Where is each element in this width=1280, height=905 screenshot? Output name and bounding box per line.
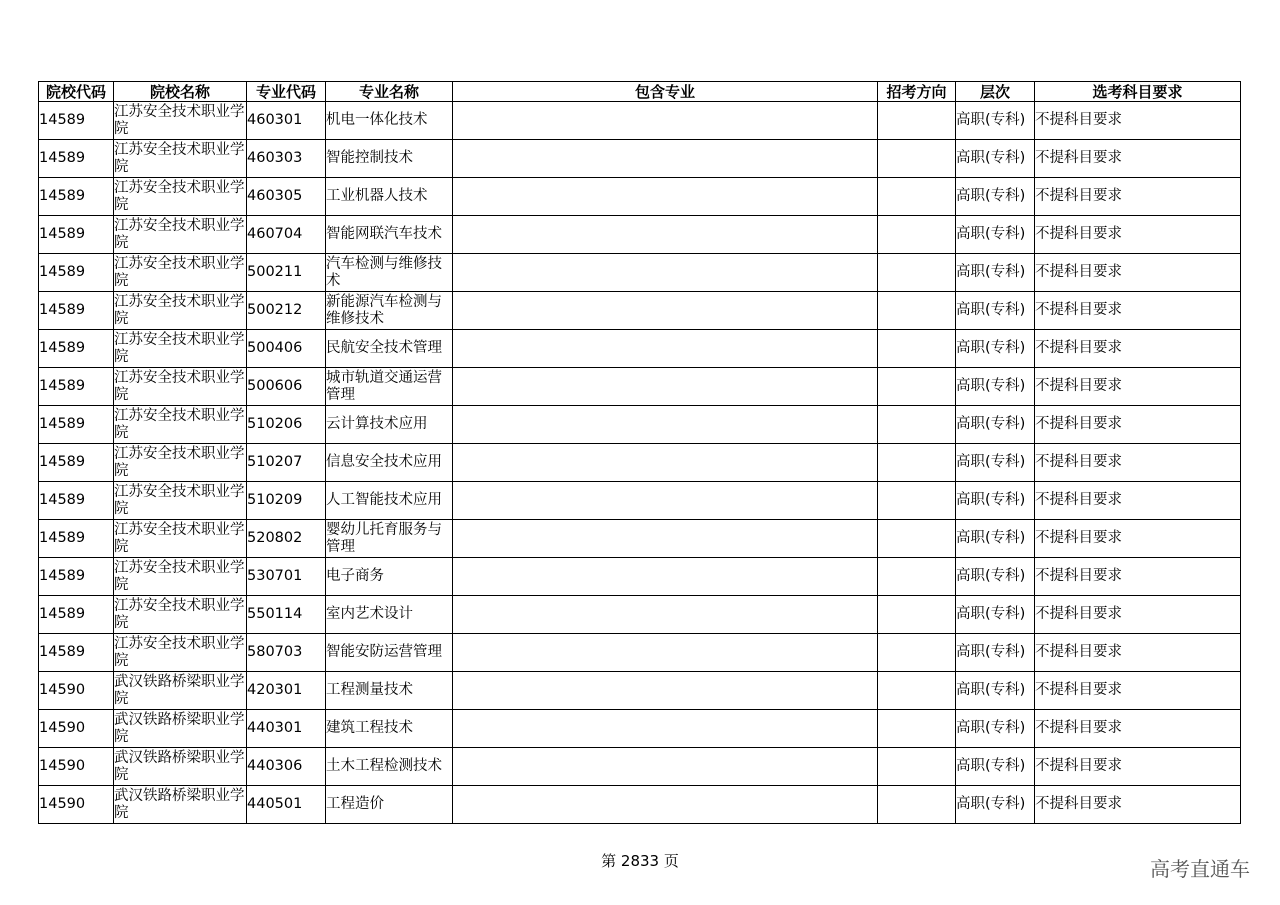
watermark-logo: 高考直通车 <box>1150 857 1250 881</box>
table-row <box>39 672 1241 710</box>
direction-cell <box>878 444 956 482</box>
major-code-cell: 510209 <box>247 482 326 520</box>
included-majors-cell <box>453 368 878 406</box>
major-code-cell: 530701 <box>247 558 326 596</box>
school-code-cell: 14589 <box>39 178 114 216</box>
major-code-cell: 510206 <box>247 406 326 444</box>
table-row <box>39 634 1241 672</box>
school-name-cell: 江苏安全技术职业学院 <box>114 596 247 634</box>
school-code-cell: 14590 <box>39 748 114 786</box>
level-cell: 高职(专科) <box>956 216 1035 254</box>
major-code-cell: 500211 <box>247 254 326 292</box>
school-code-cell: 14589 <box>39 444 114 482</box>
header-included-majors: 包含专业 <box>453 82 878 102</box>
school-code-cell: 14589 <box>39 596 114 634</box>
major-name-cell: 智能网联汽车技术 <box>326 216 453 254</box>
major-code-cell: 440501 <box>247 786 326 824</box>
level-cell: 高职(专科) <box>956 292 1035 330</box>
table-row <box>39 710 1241 748</box>
major-name-cell: 工程造价 <box>326 786 453 824</box>
included-majors-cell <box>453 102 878 140</box>
subject-requirement-cell: 不提科目要求 <box>1035 558 1241 596</box>
major-name-cell: 城市轨道交通运营管理 <box>326 368 453 406</box>
subject-requirement-cell: 不提科目要求 <box>1035 368 1241 406</box>
school-name-cell: 江苏安全技术职业学院 <box>114 254 247 292</box>
header-direction: 招考方向 <box>878 82 956 102</box>
major-code-cell: 580703 <box>247 634 326 672</box>
included-majors-cell <box>453 596 878 634</box>
school-code-cell: 14589 <box>39 558 114 596</box>
major-name-cell: 建筑工程技术 <box>326 710 453 748</box>
school-name-cell: 武汉铁路桥梁职业学院 <box>114 710 247 748</box>
level-cell: 高职(专科) <box>956 140 1035 178</box>
subject-requirement-cell: 不提科目要求 <box>1035 216 1241 254</box>
table-row <box>39 254 1241 292</box>
direction-cell <box>878 140 956 178</box>
subject-requirement-cell: 不提科目要求 <box>1035 292 1241 330</box>
included-majors-cell <box>453 786 878 824</box>
major-code-cell: 460301 <box>247 102 326 140</box>
direction-cell <box>878 520 956 558</box>
header-school-name: 院校名称 <box>114 82 247 102</box>
school-name-cell: 江苏安全技术职业学院 <box>114 482 247 520</box>
major-name-cell: 信息安全技术应用 <box>326 444 453 482</box>
school-name-cell: 江苏安全技术职业学院 <box>114 558 247 596</box>
table-row <box>39 558 1241 596</box>
subject-requirement-cell: 不提科目要求 <box>1035 406 1241 444</box>
school-name-cell: 江苏安全技术职业学院 <box>114 102 247 140</box>
subject-requirement-cell: 不提科目要求 <box>1035 672 1241 710</box>
school-name-cell: 江苏安全技术职业学院 <box>114 634 247 672</box>
major-code-cell: 550114 <box>247 596 326 634</box>
school-code-cell: 14589 <box>39 102 114 140</box>
included-majors-cell <box>453 444 878 482</box>
direction-cell <box>878 292 956 330</box>
major-name-cell: 智能安防运营管理 <box>326 634 453 672</box>
direction-cell <box>878 558 956 596</box>
school-name-cell: 江苏安全技术职业学院 <box>114 520 247 558</box>
direction-cell <box>878 710 956 748</box>
major-code-cell: 500212 <box>247 292 326 330</box>
school-code-cell: 14589 <box>39 140 114 178</box>
level-cell: 高职(专科) <box>956 406 1035 444</box>
major-name-cell: 汽车检测与维修技术 <box>326 254 453 292</box>
level-cell: 高职(专科) <box>956 634 1035 672</box>
major-name-cell: 婴幼儿托育服务与管理 <box>326 520 453 558</box>
direction-cell <box>878 178 956 216</box>
major-name-cell: 民航安全技术管理 <box>326 330 453 368</box>
major-code-cell: 440301 <box>247 710 326 748</box>
subject-requirement-cell: 不提科目要求 <box>1035 520 1241 558</box>
level-cell: 高职(专科) <box>956 786 1035 824</box>
included-majors-cell <box>453 710 878 748</box>
direction-cell <box>878 102 956 140</box>
table-row <box>39 444 1241 482</box>
included-majors-cell <box>453 482 878 520</box>
direction-cell <box>878 482 956 520</box>
major-name-cell: 土木工程检测技术 <box>326 748 453 786</box>
school-name-cell: 江苏安全技术职业学院 <box>114 444 247 482</box>
subject-requirement-cell: 不提科目要求 <box>1035 140 1241 178</box>
level-cell: 高职(专科) <box>956 748 1035 786</box>
school-name-cell: 武汉铁路桥梁职业学院 <box>114 748 247 786</box>
header-subject-requirement: 选考科目要求 <box>1035 82 1241 102</box>
table-row <box>39 216 1241 254</box>
table-row <box>39 786 1241 824</box>
school-code-cell: 14589 <box>39 254 114 292</box>
subject-requirement-cell: 不提科目要求 <box>1035 178 1241 216</box>
table-row <box>39 102 1241 140</box>
direction-cell <box>878 216 956 254</box>
major-code-cell: 460704 <box>247 216 326 254</box>
page-number: 第 2833 页 <box>601 852 679 870</box>
school-name-cell: 江苏安全技术职业学院 <box>114 216 247 254</box>
school-code-cell: 14589 <box>39 368 114 406</box>
direction-cell <box>878 254 956 292</box>
included-majors-cell <box>453 634 878 672</box>
level-cell: 高职(专科) <box>956 710 1035 748</box>
subject-requirement-cell: 不提科目要求 <box>1035 786 1241 824</box>
major-name-cell: 人工智能技术应用 <box>326 482 453 520</box>
school-code-cell: 14589 <box>39 330 114 368</box>
table-row <box>39 368 1241 406</box>
included-majors-cell <box>453 254 878 292</box>
school-code-cell: 14589 <box>39 292 114 330</box>
school-code-cell: 14589 <box>39 216 114 254</box>
header-major-code: 专业代码 <box>247 82 326 102</box>
table-row <box>39 140 1241 178</box>
major-code-cell: 520802 <box>247 520 326 558</box>
level-cell: 高职(专科) <box>956 520 1035 558</box>
subject-requirement-cell: 不提科目要求 <box>1035 330 1241 368</box>
level-cell: 高职(专科) <box>956 596 1035 634</box>
direction-cell <box>878 748 956 786</box>
header-school-code: 院校代码 <box>39 82 114 102</box>
header-row <box>39 82 1241 102</box>
level-cell: 高职(专科) <box>956 254 1035 292</box>
school-name-cell: 江苏安全技术职业学院 <box>114 330 247 368</box>
major-name-cell: 工业机器人技术 <box>326 178 453 216</box>
direction-cell <box>878 406 956 444</box>
direction-cell <box>878 634 956 672</box>
major-name-cell: 智能控制技术 <box>326 140 453 178</box>
school-code-cell: 14590 <box>39 710 114 748</box>
level-cell: 高职(专科) <box>956 178 1035 216</box>
major-name-cell: 云计算技术应用 <box>326 406 453 444</box>
direction-cell <box>878 786 956 824</box>
school-name-cell: 江苏安全技术职业学院 <box>114 292 247 330</box>
school-code-cell: 14589 <box>39 634 114 672</box>
school-name-cell: 江苏安全技术职业学院 <box>114 406 247 444</box>
header-level: 层次 <box>956 82 1035 102</box>
subject-requirement-cell: 不提科目要求 <box>1035 748 1241 786</box>
major-name-cell: 新能源汽车检测与维修技术 <box>326 292 453 330</box>
level-cell: 高职(专科) <box>956 368 1035 406</box>
subject-requirement-cell: 不提科目要求 <box>1035 254 1241 292</box>
included-majors-cell <box>453 216 878 254</box>
level-cell: 高职(专科) <box>956 444 1035 482</box>
subject-requirement-cell: 不提科目要求 <box>1035 634 1241 672</box>
level-cell: 高职(专科) <box>956 558 1035 596</box>
level-cell: 高职(专科) <box>956 330 1035 368</box>
major-code-cell: 420301 <box>247 672 326 710</box>
included-majors-cell <box>453 672 878 710</box>
school-code-cell: 14589 <box>39 406 114 444</box>
direction-cell <box>878 596 956 634</box>
school-code-cell: 14589 <box>39 520 114 558</box>
table-row <box>39 406 1241 444</box>
major-code-cell: 500406 <box>247 330 326 368</box>
included-majors-cell <box>453 558 878 596</box>
table-row <box>39 520 1241 558</box>
school-name-cell: 江苏安全技术职业学院 <box>114 178 247 216</box>
included-majors-cell <box>453 292 878 330</box>
included-majors-cell <box>453 406 878 444</box>
direction-cell <box>878 672 956 710</box>
subject-requirement-cell: 不提科目要求 <box>1035 444 1241 482</box>
major-name-cell: 工程测量技术 <box>326 672 453 710</box>
level-cell: 高职(专科) <box>956 482 1035 520</box>
subject-requirement-cell: 不提科目要求 <box>1035 596 1241 634</box>
header-major-name: 专业名称 <box>326 82 453 102</box>
major-name-cell: 机电一体化技术 <box>326 102 453 140</box>
school-code-cell: 14590 <box>39 672 114 710</box>
level-cell: 高职(专科) <box>956 672 1035 710</box>
major-name-cell: 电子商务 <box>326 558 453 596</box>
direction-cell <box>878 330 956 368</box>
major-code-cell: 460303 <box>247 140 326 178</box>
major-code-cell: 510207 <box>247 444 326 482</box>
table-row <box>39 482 1241 520</box>
school-name-cell: 武汉铁路桥梁职业学院 <box>114 672 247 710</box>
subject-requirement-cell: 不提科目要求 <box>1035 482 1241 520</box>
included-majors-cell <box>453 748 878 786</box>
major-code-cell: 500606 <box>247 368 326 406</box>
included-majors-cell <box>453 140 878 178</box>
table-row <box>39 330 1241 368</box>
school-code-cell: 14590 <box>39 786 114 824</box>
school-code-cell: 14589 <box>39 482 114 520</box>
table-row <box>39 292 1241 330</box>
major-code-cell: 460305 <box>247 178 326 216</box>
table-row <box>39 178 1241 216</box>
school-name-cell: 江苏安全技术职业学院 <box>114 140 247 178</box>
included-majors-cell <box>453 520 878 558</box>
school-name-cell: 武汉铁路桥梁职业学院 <box>114 786 247 824</box>
included-majors-cell <box>453 178 878 216</box>
admission-table <box>38 81 1241 824</box>
subject-requirement-cell: 不提科目要求 <box>1035 102 1241 140</box>
table-row <box>39 596 1241 634</box>
major-name-cell: 室内艺术设计 <box>326 596 453 634</box>
major-code-cell: 440306 <box>247 748 326 786</box>
included-majors-cell <box>453 330 878 368</box>
subject-requirement-cell: 不提科目要求 <box>1035 710 1241 748</box>
level-cell: 高职(专科) <box>956 102 1035 140</box>
direction-cell <box>878 368 956 406</box>
school-name-cell: 江苏安全技术职业学院 <box>114 368 247 406</box>
table-row <box>39 748 1241 786</box>
